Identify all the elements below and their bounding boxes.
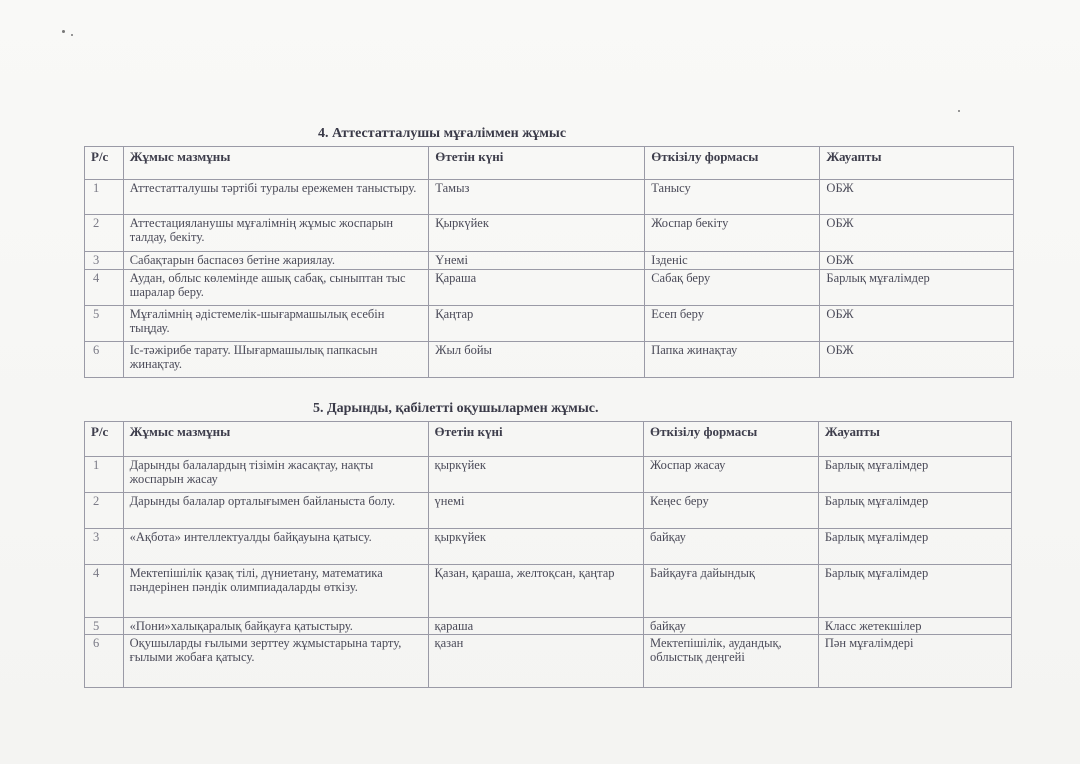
row-date: қыркүйек: [428, 529, 643, 565]
table-row: [85, 457, 1012, 493]
table-row: [85, 635, 1012, 688]
row-date: Үнемі: [429, 252, 645, 270]
row-responsible: Барлық мұғалімдер: [818, 457, 1011, 493]
row-form: байқау: [644, 529, 819, 565]
row-form: Сабақ беру: [645, 270, 820, 306]
row-responsible: Пән мұғалімдері: [818, 635, 1011, 688]
row-date: Қаңтар: [429, 306, 645, 342]
gifted-students-table: [84, 421, 1012, 688]
row-date: үнемі: [428, 493, 643, 529]
row-number: 1: [85, 457, 124, 493]
table-row: [85, 252, 1014, 270]
row-number: 6: [85, 635, 124, 688]
row-responsible: Барлық мұғалімдер: [818, 493, 1011, 529]
header-responsible: Жауапты: [820, 147, 1014, 180]
row-date: қыркүйек: [428, 457, 643, 493]
row-number: 1: [85, 180, 124, 215]
row-number: 6: [85, 342, 124, 378]
row-form: Есеп беру: [645, 306, 820, 342]
row-date: Тамыз: [429, 180, 645, 215]
header-date: Өтетін күні: [429, 147, 645, 180]
row-responsible: ОБЖ: [820, 342, 1014, 378]
row-content: Аттестацияланушы мұғалімнің жұмыс жоспарын талдау, бекіту.: [123, 215, 429, 252]
row-date: Қараша: [429, 270, 645, 306]
row-responsible: ОБЖ: [820, 215, 1014, 252]
row-content: «Ақбота» интеллектуалды байқауына қатысу.: [123, 529, 428, 565]
row-form: Папка жинақтау: [645, 342, 820, 378]
scan-speck: [958, 110, 960, 112]
row-responsible: Барлық мұғалімдер: [818, 565, 1011, 618]
table-row: [85, 493, 1012, 529]
table-header-row: [85, 422, 1012, 457]
header-form: Өткізілу формасы: [644, 422, 819, 457]
row-number: 4: [85, 565, 124, 618]
header-number: Р/с: [85, 147, 124, 180]
table-row: [85, 618, 1012, 635]
row-content: Дарынды балалар орталығымен байланыста болу.: [123, 493, 428, 529]
row-number: 4: [85, 270, 124, 306]
row-form: Жоспар бекіту: [645, 215, 820, 252]
row-responsible: ОБЖ: [820, 306, 1014, 342]
row-responsible: Барлық мұғалімдер: [818, 529, 1011, 565]
row-form: Байқауға дайындық: [644, 565, 819, 618]
table-header-row: [85, 147, 1014, 180]
row-content: Аттестатталушы тәртібі туралы ережемен таныстыру.: [123, 180, 429, 215]
table-row: [85, 180, 1014, 215]
section-5-title: 5. Дарынды, қабілетті оқушылармен жұмыс.: [313, 401, 599, 416]
header-content: Жұмыс мазмұны: [123, 422, 428, 457]
row-number: 5: [85, 618, 124, 635]
header-number: Р/с: [85, 422, 124, 457]
table-row: [85, 342, 1014, 378]
row-content: Мұғалімнің әдістемелік-шығармашылық есебін тыңдау.: [123, 306, 429, 342]
row-number: 5: [85, 306, 124, 342]
row-date: қараша: [428, 618, 643, 635]
row-date: қазан: [428, 635, 643, 688]
row-content: Іс-тәжірибе тарату. Шығармашылық папкасын жинақтау.: [123, 342, 429, 378]
row-form: Кеңес беру: [644, 493, 819, 529]
row-date: Қазан, қараша, желтоқсан, қаңтар: [428, 565, 643, 618]
table-row: [85, 529, 1012, 565]
row-date: Қыркүйек: [429, 215, 645, 252]
row-form: Жоспар жасау: [644, 457, 819, 493]
row-number: 2: [85, 493, 124, 529]
row-content: «Пони»халықаралық байқауға қатыстыру.: [123, 618, 428, 635]
header-responsible: Жауапты: [818, 422, 1011, 457]
row-content: Аудан, облыс көлемінде ашық сабақ, сыныптан тыс шаралар беру.: [123, 270, 429, 306]
section-4-title: 4. Аттестатталушы мұғаліммен жұмыс: [318, 126, 567, 141]
scan-speck: [71, 34, 73, 36]
row-form: Танысу: [645, 180, 820, 215]
row-date: Жыл бойы: [429, 342, 645, 378]
row-number: 2: [85, 215, 124, 252]
row-responsible: ОБЖ: [820, 180, 1014, 215]
row-responsible: ОБЖ: [820, 252, 1014, 270]
row-content: Сабақтарын баспасөз бетіне жариялау.: [123, 252, 429, 270]
row-responsible: Барлық мұғалімдер: [820, 270, 1014, 306]
row-form: Мектепішілік, аудандық, облыстық деңгейі: [644, 635, 819, 688]
header-form: Өткізілу формасы: [645, 147, 820, 180]
header-date: Өтетін күні: [428, 422, 643, 457]
attestation-work-table: [84, 146, 1014, 378]
row-content: Оқушыларды ғылыми зерттеу жұмыстарына тарту, ғылыми жобаға қатысу.: [123, 635, 428, 688]
scan-speck: [62, 30, 65, 33]
row-content: Мектепішілік қазақ тілі, дүниетану, математика пәндерінен пәндік олимпиадаларды өткізу.: [123, 565, 428, 618]
table-row: [85, 215, 1014, 252]
header-content: Жұмыс мазмұны: [123, 147, 429, 180]
row-content: Дарынды балалардың тізімін жасақтау, нақты жоспарын жасау: [123, 457, 428, 493]
table-row: [85, 306, 1014, 342]
table-row: [85, 270, 1014, 306]
row-number: 3: [85, 252, 124, 270]
row-number: 3: [85, 529, 124, 565]
row-form: байқау: [644, 618, 819, 635]
row-responsible: Класс жетекшілер: [818, 618, 1011, 635]
row-form: Ізденіс: [645, 252, 820, 270]
table-row: [85, 565, 1012, 618]
